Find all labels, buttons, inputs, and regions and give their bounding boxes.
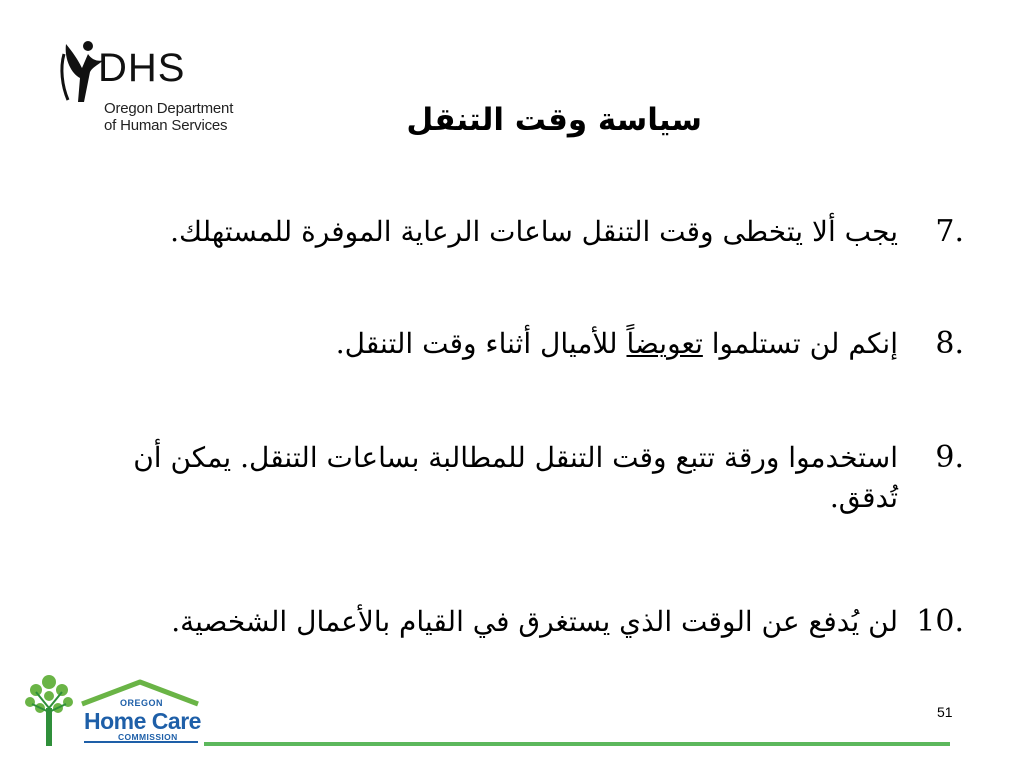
list-item-text: لن يُدفع عن الوقت الذي يستغرق في القيام بالأعمال الشخصية. (171, 605, 898, 638)
list-item-text: يجب ألا يتخطى وقت التنقل ساعات الرعاية الموفرة للمستهلك. (170, 215, 898, 248)
footer-divider (204, 742, 950, 746)
slide-number: 51 (937, 704, 953, 720)
list-item-text-before: إنكم لن تستلموا (702, 327, 898, 360)
list-item-9 (84, 438, 964, 518)
list-item-7 (84, 212, 964, 252)
list-item-number: .10 (916, 604, 964, 639)
list-item-text-underlined: تعويضاً (626, 327, 703, 360)
list-item-text-line1: استخدموا ورقة تتبع وقت التنقل للمطالبة بساعات التنقل. يمكن أن (133, 441, 898, 474)
list-item-number: .9 (935, 440, 964, 475)
home-care-logo-line3: COMMISSION (118, 732, 178, 742)
slide-title: سياسة وقت التنقل (406, 102, 702, 138)
dhs-wordmark: DHS (98, 46, 186, 90)
list-item-10 (84, 602, 964, 642)
home-care-commission-logo (22, 668, 202, 750)
home-care-logo-line2: Home Care (84, 708, 201, 734)
dhs-subtitle (104, 100, 233, 134)
list-item-text-after: للأميال أثناء وقت التنقل. (335, 327, 627, 360)
list-item-number: .7 (935, 214, 964, 249)
list-item-8 (84, 324, 964, 364)
dhs-subtitle-line1: Oregon Department (104, 100, 234, 117)
dhs-logo (58, 38, 258, 140)
list-item-number: .8 (935, 326, 964, 361)
home-care-logo-line1: OREGON (120, 698, 164, 708)
list-item-text-line2: تُدقق. (829, 481, 898, 514)
dhs-subtitle-line2: of Human Services (104, 117, 228, 134)
